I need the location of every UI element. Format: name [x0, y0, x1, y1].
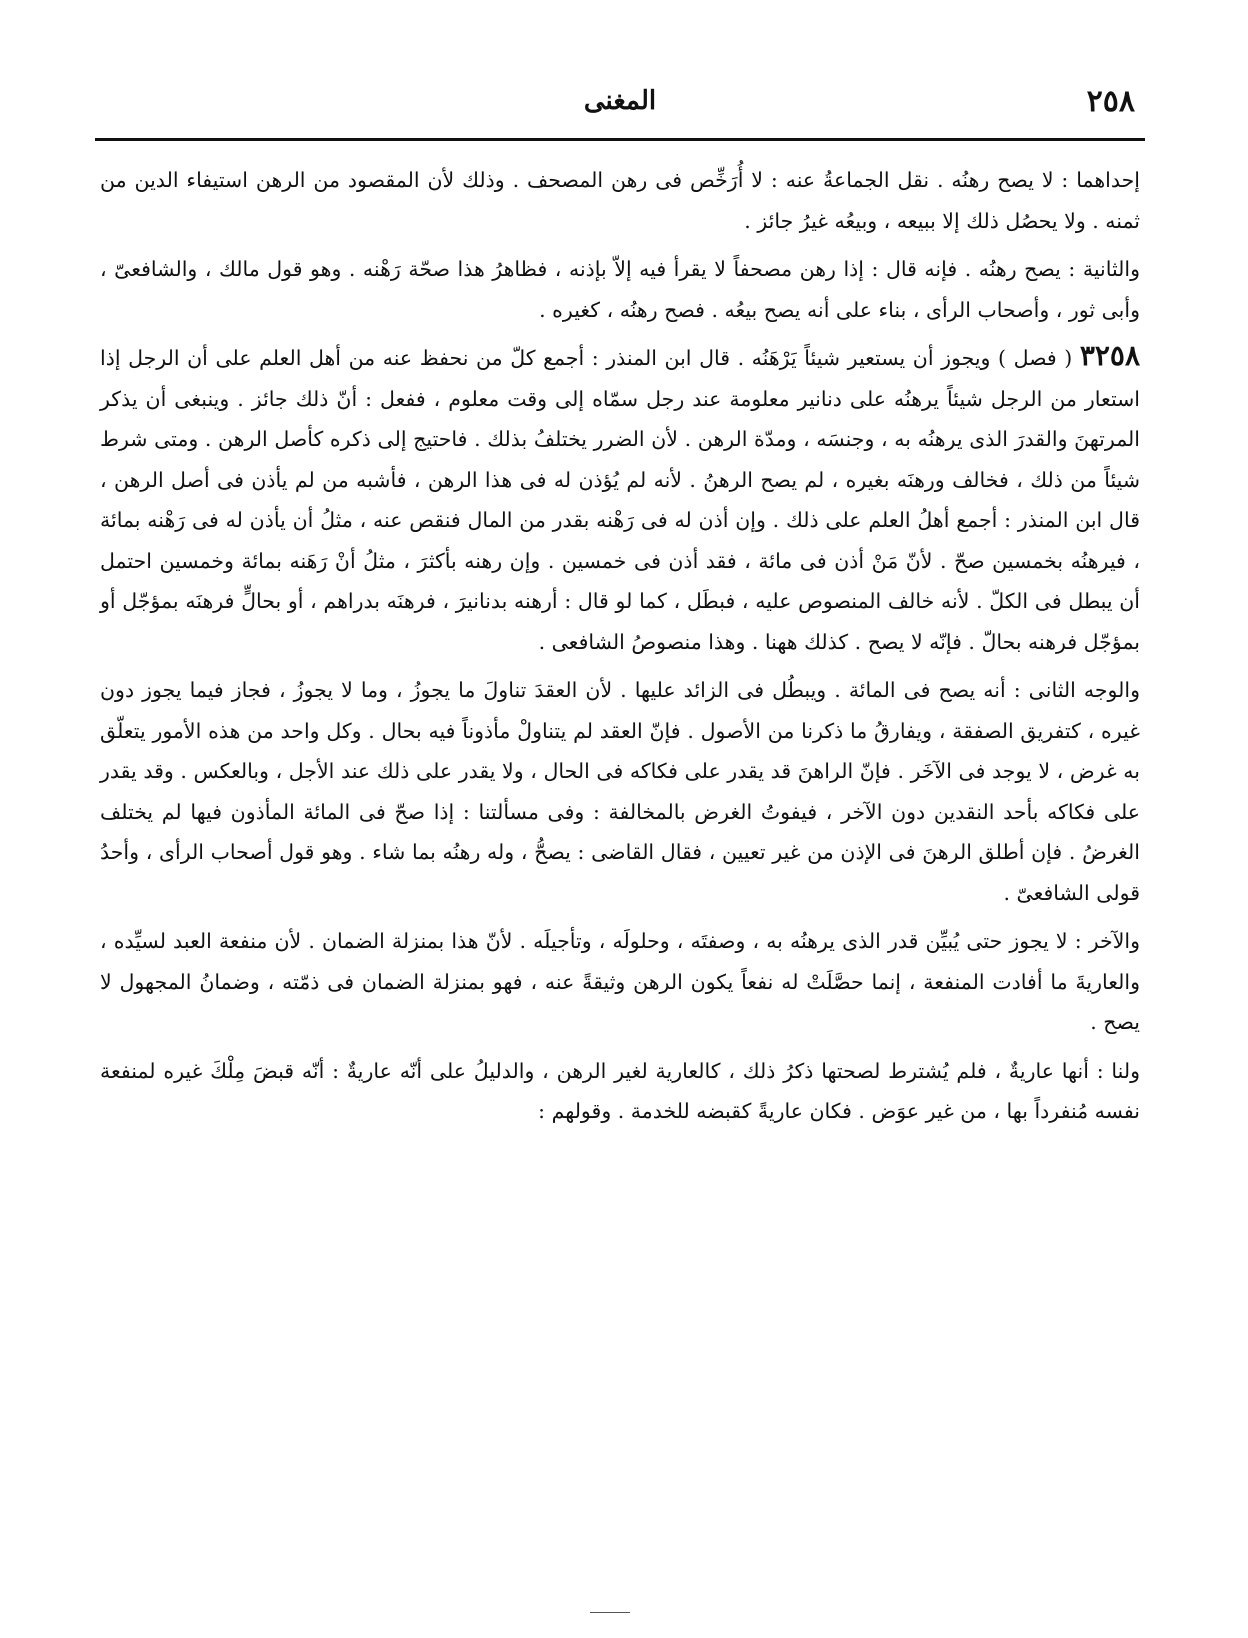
page-number: ٢٥٨ [1086, 84, 1135, 119]
paragraph-2 [100, 249, 1140, 330]
paragraph-6-text: ولنا : أنها عاريةٌ ، فلم يُشترط لصحتها ذكرُ ذلك ، كالعارية لغير الرهن ، والدليلُ على أنّه عاريةٌ : أنّه قبضَ مِلْكَ غيره لمنفعة نفسه مُنفرداً بها ، من غير عوَض . فكان عاريةً كقبضه للخدمة . وقولهم : [100, 1058, 1140, 1123]
paragraph-4 [100, 670, 1140, 913]
paragraph-5-text: والآخر : لا يجوز حتى يُبيِّن قدر الذى يرهنُه به ، وصفتَه ، وحلولَه ، وتأجيلَه . لأنّ هذا بمنزلة الضمان . لأن منفعة العبد لسيِّده ، والعاريةَ ما أفادت المنفعة ، إنما حصَّلَتْ له نفعاً يكون الرهن وثيقةً عنه ، فهو بمنزلة الضمان فى ذمّته ، وضمانُ المجهول لا يصح . [100, 929, 1141, 1034]
paragraph-3-text: ( فصل ) ويجوز أن يستعير شيئاً يَرْهَنُه . قال ابن المنذر : أجمع كلّ من نحفظ عنه من أهل العلم على أن الرجل إذا استعار من الرجل شيئاً يرهنُه على دنانير معلومة عند رجل سمّاه إلى وقت معلوم ، ففعل : أنّ ذلك جائز . وينبغى أن يذكر المرتهنَ والقدرَ الذى يرهنُه به ، وجنسَه ، ومدّة الرهن . لأن الضرر يختلفُ بذلك . فاحتيج إلى ذكره كأصل الرهن . ومتى شرط شيئاً من ذلك ، فخالف ورهنَه بغيره ، لم يصح الرهنُ . لأنه لم يُؤذن له فى هذا الرهن ، فأشبه من لم يأذن فى أصل الرهن ، قال ابن المنذر : أجمع أهلُ العلم على ذلك . وإن أذن له فى رَهْنه بقدر من المال فنقص عنه ، مثلُ أن يأذن له فى رَهْنه بمائة ، فيرهنُه بخمسين صحّ . لأنّ مَنْ أذن فى مائة ، فقد أذن فى خمسين . وإن رهنه بأكثرَ ، مثلُ أنْ رَهَنه بمائة وخمسين احتمل أن يبطل فى الكلّ . لأنه خالف المنصوص عليه ، فبطَل ، كما لو قال : أرهنه بدنانيرَ ، فرهنَه بدراهم ، أو بحالٍّ فرهنَه بمؤجّل أو بمؤجّل فرهنه بحالّ . فإنّه لا يصح . كذلك ههنا . وهذا منصوصُ الشافعى . [100, 346, 1140, 654]
paragraph-1-text: إحداهما : لا يصح رهنُه . نقل الجماعةُ عنه : لا أُرَخِّص فى رهن المصحف . وذلك لأن المقصود من الرهن استيفاء الدين من ثمنه . ولا يحصُل ذلك إلا ببيعه ، وبيعُه غيرُ جائز . [100, 168, 1140, 233]
paragraph-6 [100, 1051, 1140, 1132]
page-header [95, 84, 1145, 124]
paragraph-3 [100, 336, 1140, 662]
paragraph-4-text: والوجه الثانى : أنه يصح فى المائة . ويبطُل فى الزائد عليها . لأن العقدَ تناولَ ما يجوزُ ، وما لا يجوزُ ، فجاز فيما يجوز دون غيره ، كتفريق الصفقة ، ويفارقُ ما ذكرنا من الأصول . فإنّ العقد لم يتناولْ مأذوناً فيه بحال . وكل واحد من هذه الأمور يتعلّق به غرض ، لا يوجد فى الآخَر . فإنّ الراهنَ قد يقدر على فكاكه فى الحال ، ولا يقدر على ذلك عند الأجل ، وبالعكس . وقد يقدر على فكاكه بأحد النقدين دون الآخر ، فيفوتُ الغرض بالمخالفة : وفى مسألتنا : إذا صحّ فى المائة المأذون فيها لم يختلف الغرضُ . فإن أطلق الرهنَ فى الإذن من غير تعيين ، فقال القاضى : يصحُّ ، وله رهنُه بما شاء . وهو قول أصحاب الرأى ، وأحدُ قولى الشافعىّ . [100, 678, 1140, 905]
header-rule [95, 138, 1145, 141]
section-number: ٣٢٥٨ [1079, 339, 1140, 372]
paragraph-1 [100, 160, 1140, 241]
running-title: المغنى [583, 86, 657, 116]
footer-mark [590, 1612, 630, 1613]
paragraph-2-text: والثانية : يصح رهنُه . فإنه قال : إذا رهن مصحفاً لا يقرأ فيه إلاّ بإذنه ، فظاهرُ هذا صحّة رَهْنه . وهو قول مالك ، والشافعىّ ، وأبى ثور ، وأصحاب الرأى ، بناء على أنه يصح بيعُه . فصح رهنُه ، كغيره . [100, 257, 1140, 322]
paragraph-5 [100, 921, 1140, 1043]
body-text [100, 160, 1140, 1138]
